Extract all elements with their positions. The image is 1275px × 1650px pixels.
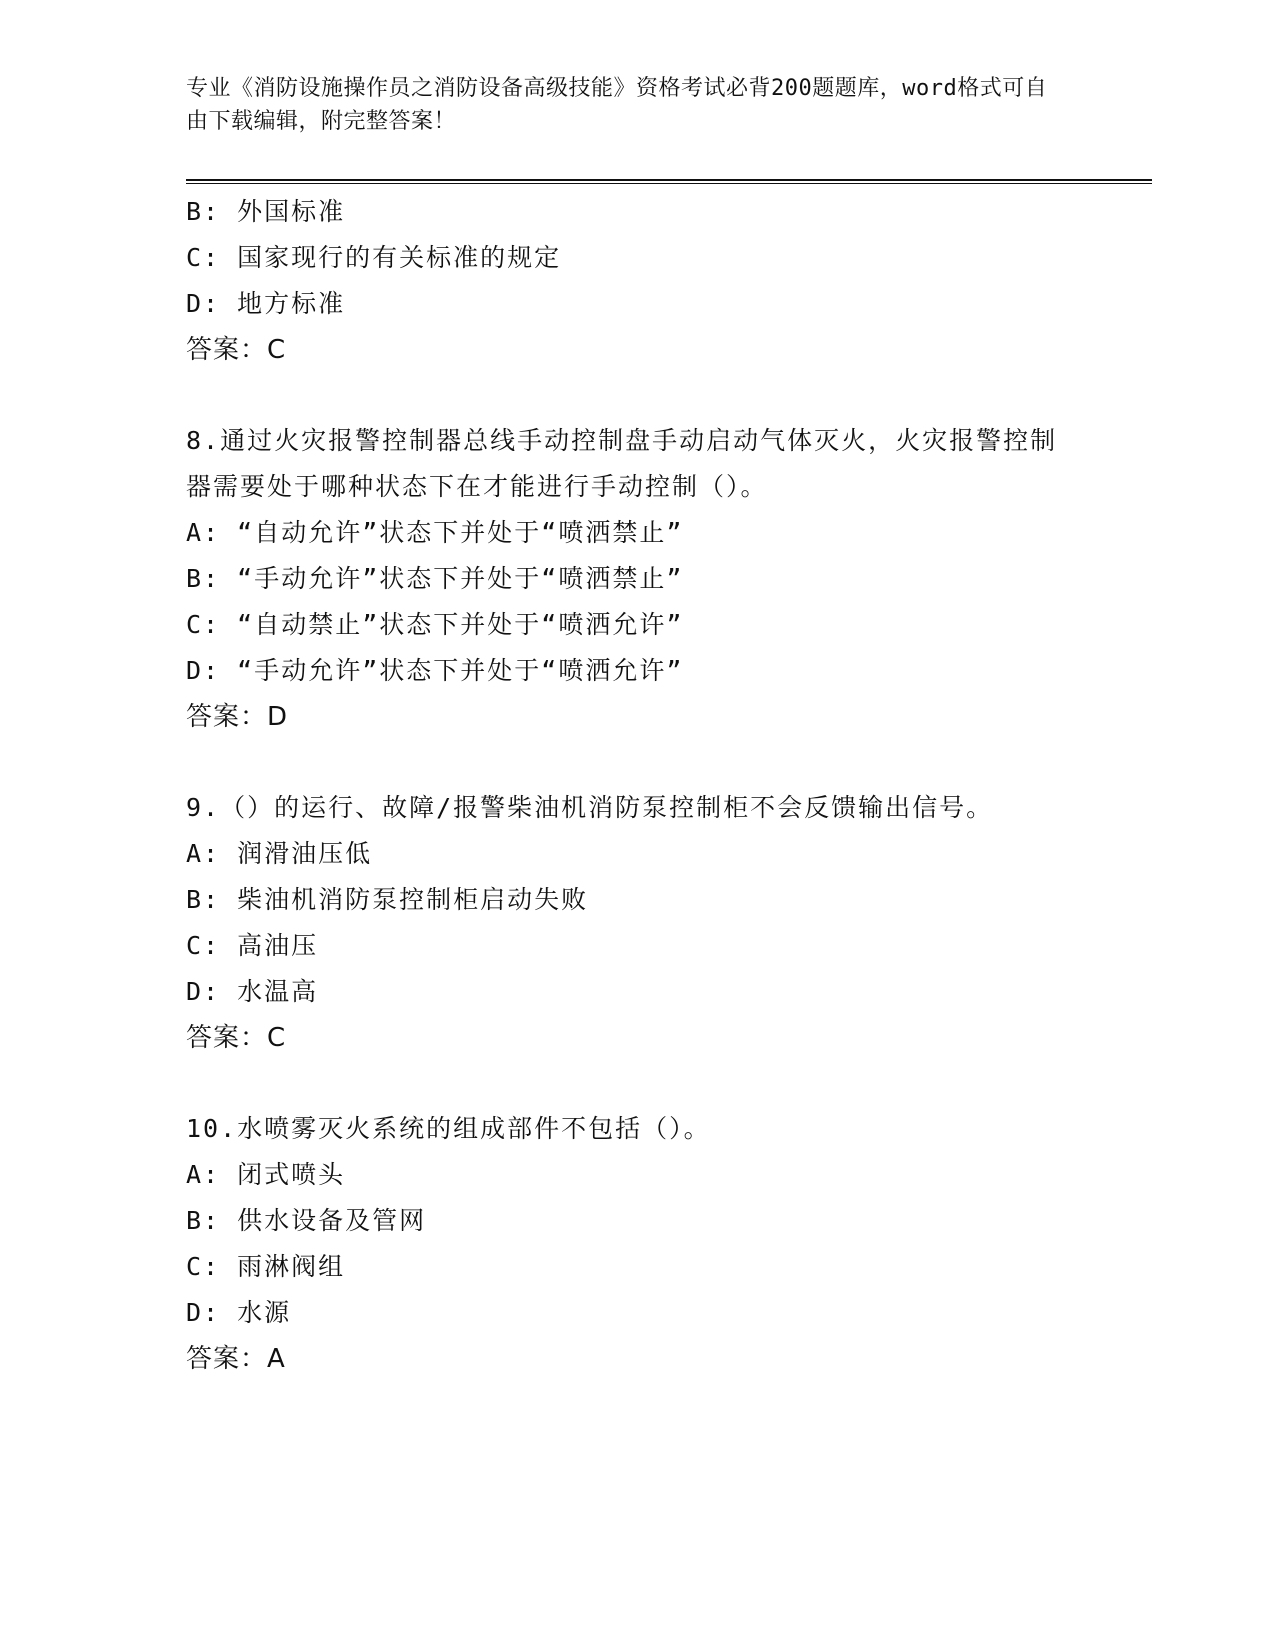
answer-line: 答案：D <box>186 702 289 732</box>
option-letter: C: <box>186 243 221 272</box>
question-stem: 9.（）的运行、故障/报警柴油机消防泵控制柜不会反馈输出信号。 <box>186 793 994 822</box>
option-letter: C: <box>186 610 221 639</box>
option-letter: D: <box>186 977 221 1006</box>
option-c <box>186 1244 1086 1290</box>
option-text: “自动允许”状态下并处于“喷洒禁止” <box>237 518 684 547</box>
question-10 <box>186 1106 1086 1382</box>
option-text: 水源 <box>237 1298 292 1327</box>
option-text: 高油压 <box>237 931 319 960</box>
option-text: “手动允许”状态下并处于“喷洒允许” <box>237 656 684 685</box>
option-c <box>186 923 1086 969</box>
option-letter: D: <box>186 1298 221 1327</box>
option-b <box>186 189 1086 235</box>
option-letter: C: <box>186 1252 221 1281</box>
option-letter: B: <box>186 885 221 914</box>
option-b <box>186 556 1086 602</box>
option-text: 润滑油压低 <box>237 839 373 868</box>
option-a <box>186 1152 1086 1198</box>
question-9 <box>186 785 1086 1061</box>
answer-line: 答案：A <box>186 1344 286 1374</box>
option-d <box>186 281 1086 327</box>
option-a <box>186 510 1086 556</box>
question-stem: 8.通过火灾报警控制器总线手动控制盘手动启动气体灭火，火灾报警控制器需要处于哪种状态下在才能进行手动控制（）。 <box>186 426 1058 501</box>
question-list <box>186 189 1086 1382</box>
header-rule-thick <box>186 179 1152 181</box>
option-text: 国家现行的有关标准的规定 <box>237 243 562 272</box>
option-letter: A: <box>186 839 221 868</box>
option-b <box>186 1198 1086 1244</box>
option-c <box>186 235 1086 281</box>
question-8 <box>186 418 1086 740</box>
option-c <box>186 602 1086 648</box>
option-letter: A: <box>186 1160 221 1189</box>
option-text: 雨淋阀组 <box>237 1252 346 1281</box>
option-text: 外国标准 <box>237 197 346 226</box>
document-header: 专业《消防设施操作员之消防设备高级技能》资格考试必背200题题库，word格式可自由下载编辑，附完整答案！ <box>186 76 1048 134</box>
option-letter: D: <box>186 656 221 685</box>
option-letter: A: <box>186 518 221 547</box>
option-b <box>186 877 1086 923</box>
spacer <box>186 373 1086 418</box>
prev-question-block <box>186 189 1086 373</box>
spacer <box>186 740 1086 785</box>
spacer <box>186 1061 1086 1106</box>
option-text: 供水设备及管网 <box>237 1206 427 1235</box>
option-d <box>186 969 1086 1015</box>
option-letter: C: <box>186 931 221 960</box>
option-text: 闭式喷头 <box>237 1160 346 1189</box>
question-stem: 10.水喷雾灭火系统的组成部件不包括（）。 <box>186 1114 711 1143</box>
option-d <box>186 1290 1086 1336</box>
option-text: 水温高 <box>237 977 319 1006</box>
header-rule-thin <box>186 183 1152 184</box>
option-text: 柴油机消防泵控制柜启动失败 <box>237 885 589 914</box>
option-letter: B: <box>186 1206 221 1235</box>
option-letter: B: <box>186 564 221 593</box>
answer-line: 答案：C <box>186 335 287 365</box>
option-text: “自动禁止”状态下并处于“喷洒允许” <box>237 610 684 639</box>
option-a <box>186 831 1086 877</box>
option-letter: D: <box>186 289 221 318</box>
option-text: “手动允许”状态下并处于“喷洒禁止” <box>237 564 684 593</box>
option-letter: B: <box>186 197 221 226</box>
answer-line: 答案：C <box>186 1023 287 1053</box>
option-d <box>186 648 1086 694</box>
option-text: 地方标准 <box>237 289 346 318</box>
